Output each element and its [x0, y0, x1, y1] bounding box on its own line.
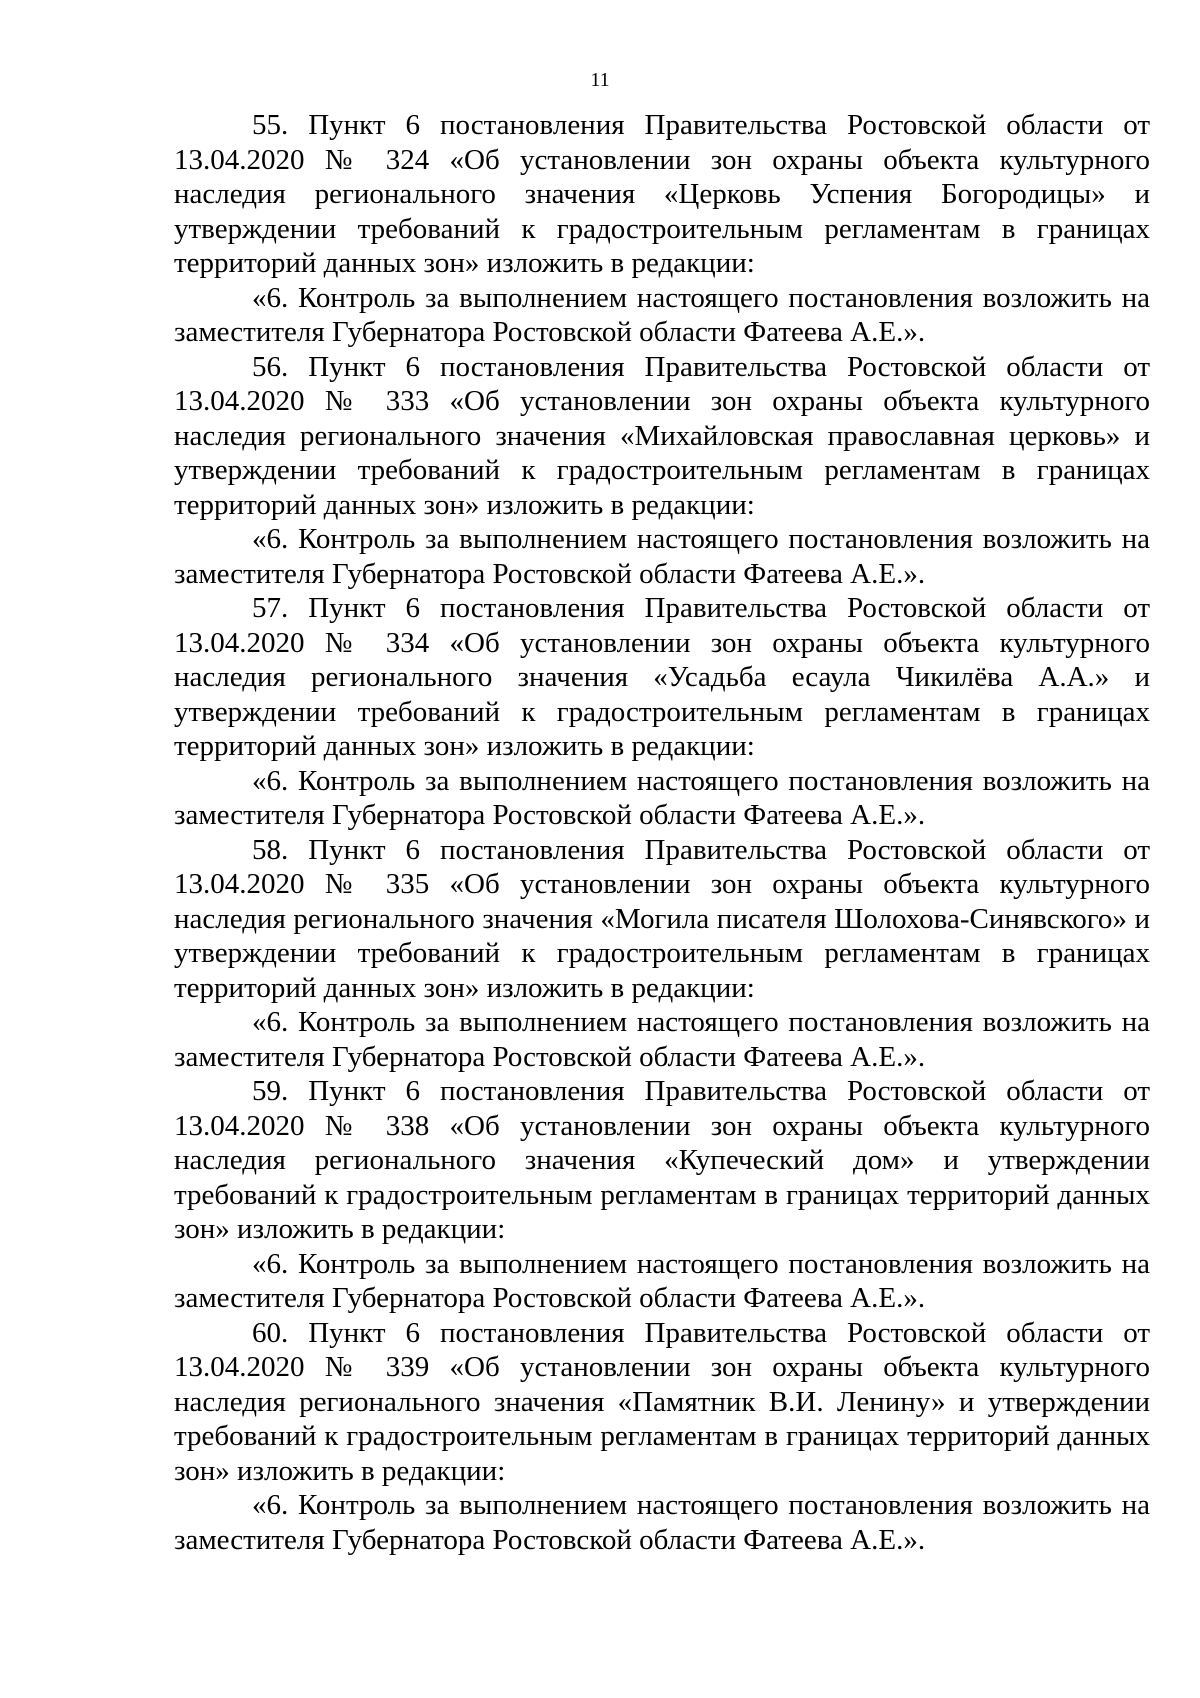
item-59-text: 59. Пункт 6 постановления Правительства Ростовской области от 13.04.2020 № 338 «Об установлении зон охраны объекта культурного наследия регионального значения «Купеческий дом» и утверждении требований к градостроительным регламентам в границах территорий данных зон» изложить в редакции:	[174, 1075, 1150, 1245]
item-60-text: 60. Пункт 6 постановления Правительства Ростовской области от 13.04.2020 № 339 «Об установлении зон охраны объекта культурного наследия регионального значения «Памятник В.И. Ленину» и утверждении требований к градостроительным регламентам в границах территорий данных зон» изложить в редакции:	[174, 1316, 1150, 1487]
page-number: 11	[590, 69, 610, 91]
item-57-text: 57. Пункт 6 постановления Правительства Ростовской области от 13.04.2020 № 334 «Об установлении зон охраны объекта культурного наследия регионального значения «Усадьба есаула Чикилёва А.А.» и утверждении требований к градостроительным регламентам в границах территорий данных зон» изложить в редакции:	[174, 592, 1150, 762]
item-58-amendment: «6. Контроль за выполнением настоящего постановления возложить на заместителя Губернатора Ростовской области Фатеева А.Е.».	[174, 1006, 1150, 1073]
item-58-text: 58. Пункт 6 постановления Правительства Ростовской области от 13.04.2020 № 335 «Об установлении зон охраны объекта культурного наследия регионального значения «Могила писателя Шолохова-Синявского» и утверждении требований к градостроительным регламентам в границах территорий данных зон» изложить в редакции:	[174, 833, 1150, 1004]
item-55-text: 55. Пункт 6 постановления Правительства Ростовской области от 13.04.2020 № 324 «Об установлении зон охраны объекта культурного наследия регионального значения «Церковь Успения Богородицы» и утверждении требований к градостроительным регламентам в границах территорий данных зон» изложить в редакции:	[174, 109, 1150, 279]
item-55-amendment: «6. Контроль за выполнением настоящего постановления возложить на заместителя Губернатора Ростовской области Фатеева А.Е.».	[174, 281, 1150, 348]
document-body	[174, 108, 1150, 1557]
item-59-amendment: «6. Контроль за выполнением настоящего постановления возложить на заместителя Губернатора Ростовской области Фатеева А.Е.».	[174, 1247, 1150, 1314]
item-56-amendment: «6. Контроль за выполнением настоящего постановления возложить на заместителя Губернатора Ростовской области Фатеева А.Е.».	[174, 523, 1150, 590]
item-56-text: 56. Пункт 6 постановления Правительства Ростовской области от 13.04.2020 № 333 «Об установлении зон охраны объекта культурного наследия регионального значения «Михайловская православная церковь» и утверждении требований к градостроительным регламентам в границах территорий данных зон» изложить в редакции:	[174, 350, 1150, 521]
item-60-amendment: «6. Контроль за выполнением настоящего постановления возложить на заместителя Губернатора Ростовской области Фатеева А.Е.».	[174, 1489, 1150, 1556]
item-57-amendment: «6. Контроль за выполнением настоящего постановления возложить на заместителя Губернатора Ростовской области Фатеева А.Е.».	[174, 764, 1150, 831]
